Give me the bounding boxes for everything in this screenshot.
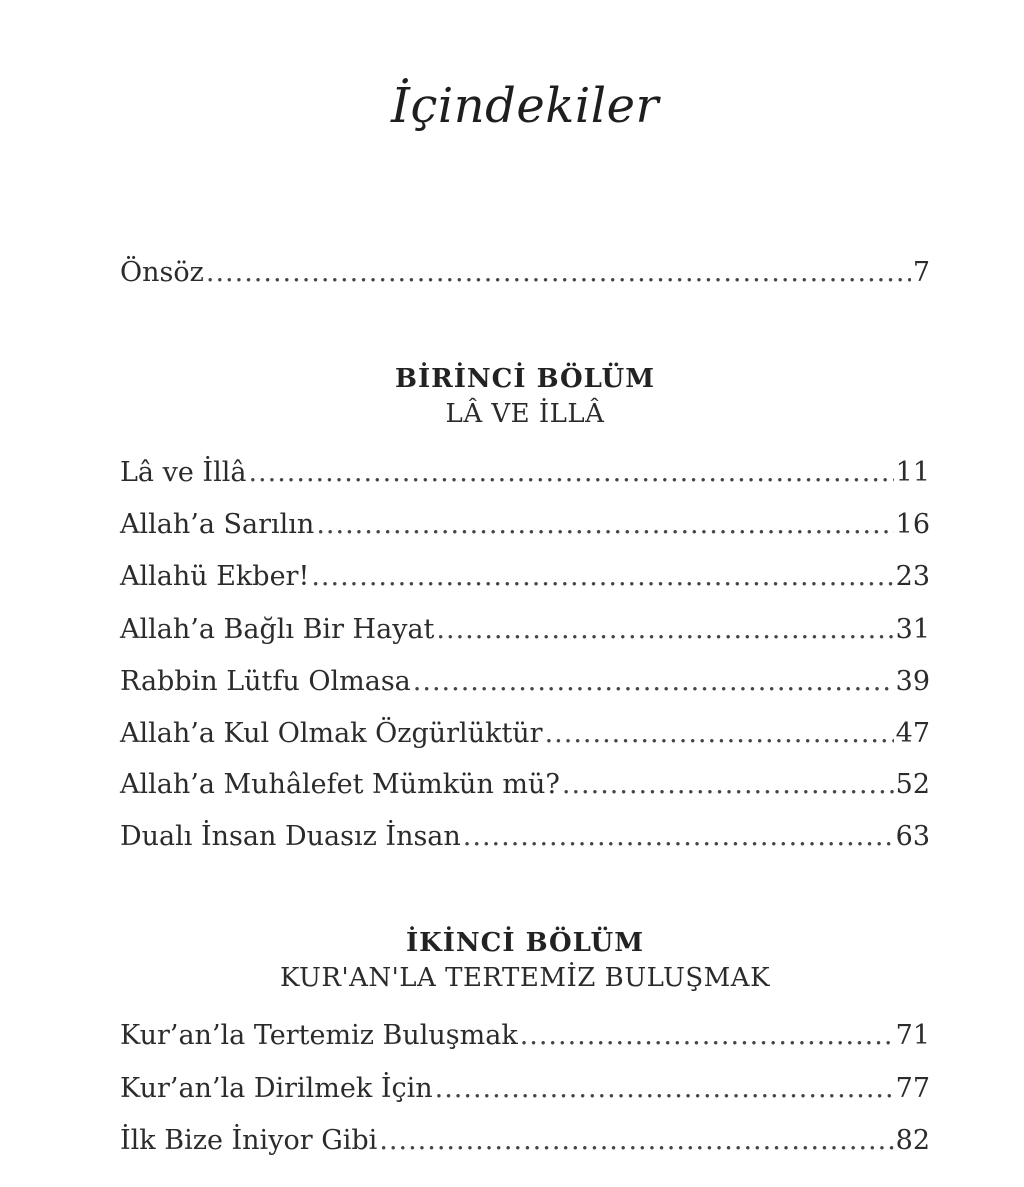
dot-leader xyxy=(206,255,911,291)
dot-leader xyxy=(545,716,894,752)
toc-entry-title: Dualı İnsan Duasız İnsan xyxy=(120,821,461,852)
toc-entry[interactable] xyxy=(120,1123,930,1159)
dot-leader xyxy=(562,767,894,803)
section-heading-2 xyxy=(0,926,1024,996)
dot-leader xyxy=(379,1123,893,1159)
toc-entry-title: İlk Bize İniyor Gibi xyxy=(120,1125,378,1156)
toc-entry[interactable] xyxy=(120,455,930,491)
toc-entry-title: Lâ ve İllâ xyxy=(120,457,247,488)
dot-leader xyxy=(436,612,893,648)
toc-entry[interactable] xyxy=(120,767,930,803)
toc-entry-title: Kur’an’la Dirilmek İçin xyxy=(120,1073,433,1104)
toc-entry[interactable] xyxy=(120,507,930,543)
toc-entry[interactable] xyxy=(120,716,930,752)
toc-entry-page: 39 xyxy=(895,666,930,697)
dot-leader xyxy=(463,819,894,855)
dot-leader xyxy=(316,507,893,543)
dot-leader xyxy=(520,1018,894,1054)
toc-entry[interactable] xyxy=(120,1071,930,1107)
toc-entry-title: Allah’a Sarılın xyxy=(120,509,315,540)
toc-entry-title: Kur’an’la Tertemiz Buluşmak xyxy=(120,1020,518,1051)
toc-entry-page: 23 xyxy=(895,561,930,592)
dot-leader xyxy=(311,559,893,595)
toc-entry-title: Allahü Ekber! xyxy=(120,561,310,592)
toc-entry[interactable] xyxy=(120,612,930,648)
section-name: LÂ VE İLLÂ xyxy=(445,399,605,429)
toc-entry-page: 47 xyxy=(895,718,930,749)
toc-entry-page: 71 xyxy=(895,1020,930,1051)
section-heading-1 xyxy=(0,362,1024,432)
toc-entry-title: Önsöz xyxy=(120,257,204,288)
toc-entry-title: Rabbin Lütfu Olmasa xyxy=(120,666,411,697)
toc-entry-page: 16 xyxy=(895,509,930,540)
section-number: İKİNCİ BÖLÜM xyxy=(405,928,644,958)
toc-entry[interactable] xyxy=(120,664,930,700)
section-name: KUR'AN'LA TERTEMİZ BULUŞMAK xyxy=(279,963,770,993)
toc-entry[interactable] xyxy=(120,1018,930,1054)
toc-entry-page: 77 xyxy=(895,1073,930,1104)
section-number: BİRİNCİ BÖLÜM xyxy=(395,364,655,394)
toc-entry-page: 52 xyxy=(895,769,930,800)
toc-entry-title: Allah’a Bağlı Bir Hayat xyxy=(120,614,435,645)
toc-entry-title: Allah’a Kul Olmak Özgürlüktür xyxy=(120,718,543,749)
toc-entry-title: Allah’a Muhâlefet Mümkün mü? xyxy=(120,769,560,800)
toc-entry-page: 7 xyxy=(912,257,930,288)
toc-entry-page: 11 xyxy=(895,457,930,488)
toc-entry[interactable] xyxy=(120,559,930,595)
toc-entry-page: 63 xyxy=(895,821,930,852)
dot-leader xyxy=(435,1071,894,1107)
toc-entry-page: 31 xyxy=(895,614,930,645)
toc-entry-preface[interactable] xyxy=(120,255,930,291)
toc-entry-page: 82 xyxy=(895,1125,930,1156)
dot-leader xyxy=(248,455,893,491)
page-title: İçindekiler xyxy=(391,78,659,134)
dot-leader xyxy=(413,664,894,700)
toc-entry[interactable] xyxy=(120,819,930,855)
